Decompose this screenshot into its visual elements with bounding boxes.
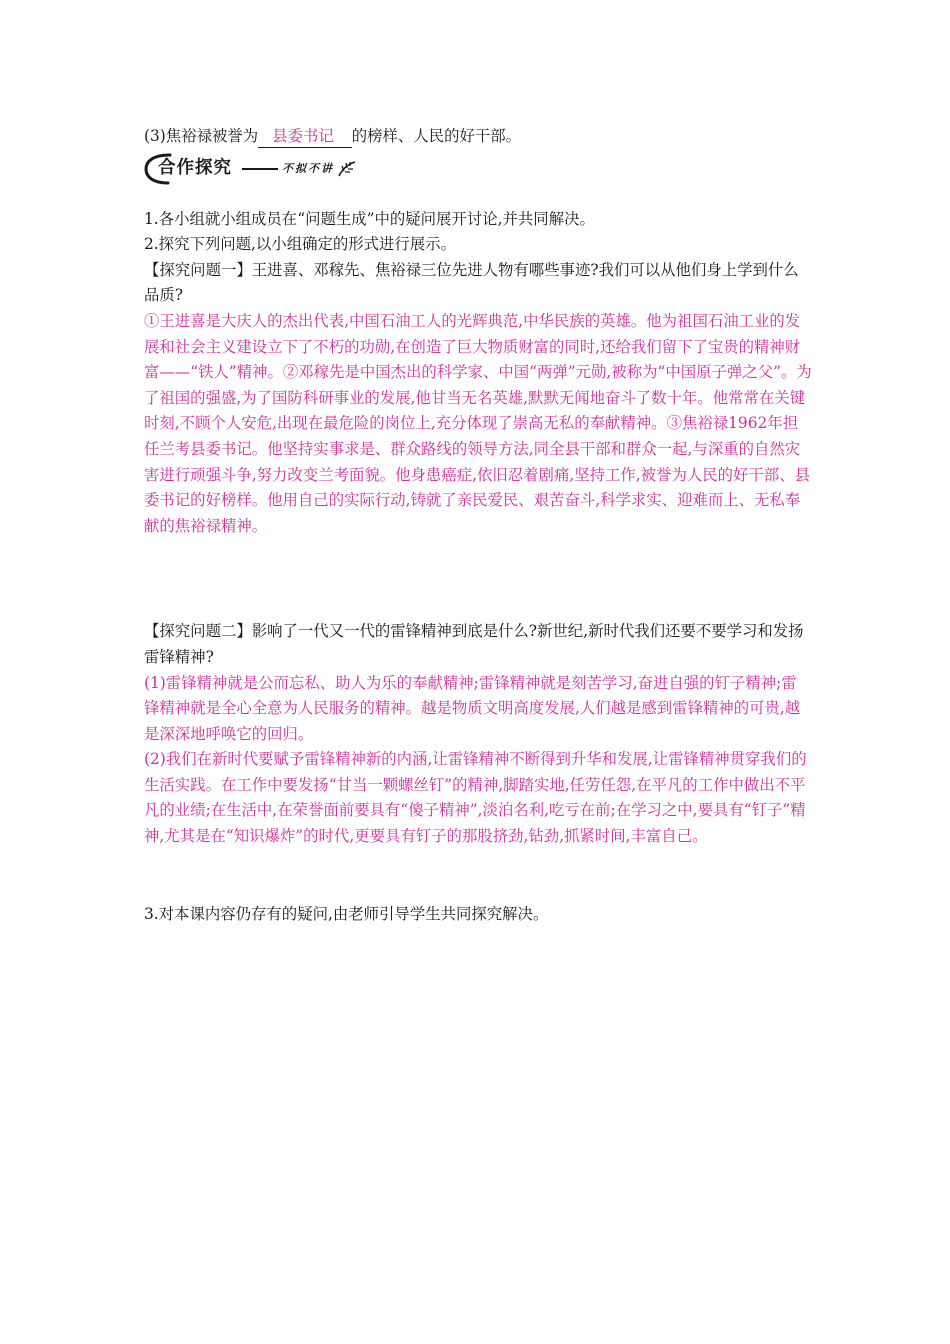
title-dash — [242, 168, 278, 170]
step-2: 2.探究下列问题,以小组确定的形式进行展示。 — [144, 235, 456, 254]
section-badge — [144, 155, 240, 183]
question-1: 【探究问题一】王进喜、邓稼先、焦裕禄三位先进人物有哪些事迹?我们可以从他们身上学到什么品质? — [144, 260, 799, 305]
item-3-suffix: 的榜样、人民的好干部。 — [351, 127, 522, 145]
blank-answer: 县委书记 — [272, 127, 334, 145]
step-1: 1.各小组就小组成员在“问题生成”中的疑问展开讨论,并共同解决。 — [144, 209, 595, 228]
step-3: 3.对本课内容仍存有的疑问,由老师引导学生共同探究解决。 — [144, 904, 549, 923]
section-title: 合作探究 — [158, 157, 232, 178]
answer-2-part-2: (2)我们在新时代要赋予雷锋精神新的内涵,让雷锋精神不断得到升华和发展,让雷锋精神贯穿我们的生活实践。在工作中要发扬“甘当一颗螺丝钉”的精神,脚踏实地,任劳任怨,在平凡的工作中做出不平凡的业绩;在生活中,在荣誉面前要具有“傻子精神”,淡泊名利,吃亏在前;在学习之中,要具有“钉子”精神,尤其是在“知识爆炸”的时代,更要具有钉子的那股挤劲,钻劲,抓紧时间,丰富自己。 — [144, 750, 807, 846]
question-2: 【探究问题二】影响了一代又一代的雷锋精神到底是什么?新世纪,新时代我们还要不要学习和发扬雷锋精神? — [144, 622, 804, 666]
fill-in-blank — [258, 126, 352, 148]
item-3-prefix: (3)焦裕禄被誉为 — [144, 127, 259, 145]
section-heading — [144, 153, 812, 185]
spacer — [144, 539, 812, 619]
spacer — [144, 850, 812, 902]
item-3 — [144, 124, 812, 150]
feather-icon — [336, 159, 358, 179]
worksheet-content — [144, 124, 812, 927]
section-subtitle: 不拟不讲 — [282, 161, 334, 175]
answer-1: ①王进喜是大庆人的杰出代表,中国石油工人的光辉典范,中华民族的英雄。他为祖国石油工业的发展和社会主义建设立下了不朽的功勋,在创造了巨大物质财富的同时,还给我们留下了宝贵的精神财富——“铁人”精神。②邓稼先是中国杰出的科学家、中国“两弹”元勋,被称为“中国原子弹之父”。为了祖国的强盛,为了国防科研事业的发展,他甘当无名英雄,默默无闻地奋斗了数十年。他常常在关键时刻,不顾个人安危,出现在最危险的岗位上,充分体现了崇高无私的奉献精神。③焦裕禄1962年担任兰考县委书记。他坚持实事求是、群众路线的领导方法,同全县干部和群众一起,与深重的自然灾害进行顽强斗争,努力改变兰考面貌。他身患癌症,依旧忍着剧痛,坚持工作,被誉为人民的好干部、县委书记的好榜样。他用自己的实际行动,铸就了亲民爱民、艰苦奋斗,科学求实、迎难而上、无私奉献的焦裕禄精神。 — [144, 311, 812, 535]
answer-2-part-1: (1)雷锋精神就是公而忘私、助人为乐的奉献精神;雷锋精神就是刻苦学习,奋进自强的钉子精神;雷锋精神就是全心全意为人民服务的精神。越是物质文明高度发展,人们越是感到雷锋精神的可贵,越是深深地呼唤它的回归。 — [144, 673, 801, 743]
